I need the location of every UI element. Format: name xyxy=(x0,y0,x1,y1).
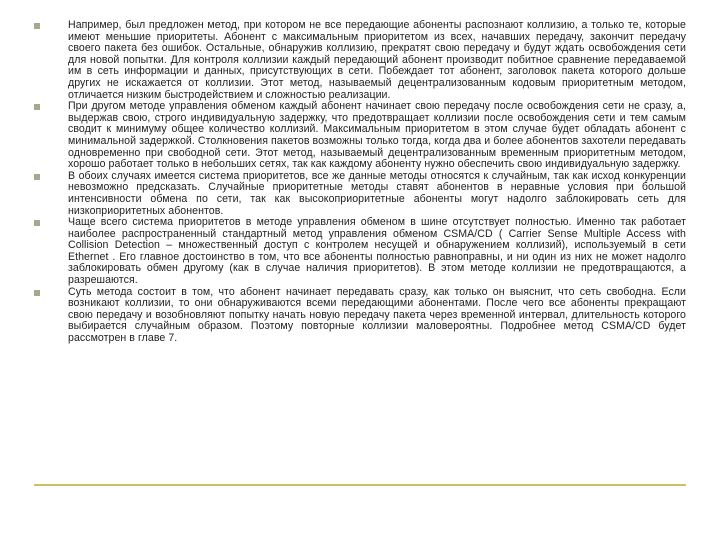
paragraph-text: Например, был предложен метод, при котором не все передающие абоненты распознают коллизию, а только те, которые имеют меньшие приоритеты. Абонент с максимальным приоритетом из всех, начавших передачу, закончит передачу своего пакета без ошибок. Остальные, обнаружив коллизию, прекратят свою передачу и будут ждать освобождения сети для новой попытки. Для контроля коллизии каждый передающий абонент производит побитное сравнение передаваемой им в сеть информации и данных, присутствующих в сети. Побеждает тот абонент, заголовок пакета которого дольше других не искажается от коллизии. Этот метод, называемый децентрализованным кодовым приоритетным методом, отличается низким быстродействием и сложностью реализации. xyxy=(68,19,686,101)
list-item xyxy=(34,20,686,101)
bullet-list xyxy=(34,20,686,345)
square-bullet-icon xyxy=(34,104,40,110)
list-item xyxy=(34,171,686,217)
paragraph-text: В обоих случаях имеется система приоритетов, все же данные методы относятся к случайным, так как исход конкуренции невозможно предсказать. Случайные приоритетные методы ставят абонентов в неравные условия при большой интенсивности обмена по сети, так как высокоприоритетные абоненты могут надолго заблокировать сеть для низкоприоритетных абонентов. xyxy=(68,169,686,217)
paragraph-text: При другом методе управления обменом каждый абонент начинает свою передачу после освобождения сети не сразу, а, выдержав свою, строго индивидуальную задержку, что предотвращает коллизии после освобождения сети и тем самым сводит к минимуму общее количество коллизий. Максимальным приоритетом в этом случае будет обладать абонент с минимальной задержкой. Столкновения пакетов возможны только тогда, когда два и более абонентов захотели передавать одновременно при свободной сети. Этот метод, называемый децентрализованным временным приоритетным методом, хорошо работает только в небольших сетях, так как каждому абоненту нужно обеспечить свою индивидуальную задержку. xyxy=(68,100,686,171)
square-bullet-icon xyxy=(34,290,40,296)
square-bullet-icon xyxy=(34,174,40,180)
paragraph-text: Суть метода состоит в том, что абонент начинает передавать сразу, как только он выяснит, что сеть свободна. Если возникают коллизии, то они обнаруживаются всеми передающими абонентами. После чего все абоненты прекращают свою передачу и возобновляют попытку начать новую передачу пакета через временной интервал, длительность которого выбирается случайным образом. Поэтому повторные коллизии маловероятны. Подробнее метод CSMA/CD будет рассмотрен в главе 7. xyxy=(68,285,686,345)
paragraph-text: Чаще всего система приоритетов в методе управления обменом в шине отсутствует полностью. Именно так работает наиболее распространенный стандартный метод управления обменом CSMA/CD ( Carrier Sense Multiple Access with Collision Detection – множественный доступ с контролем несущей и обнаружением коллизий), используемый в сети Ethernet . Его главное достоинство в том, что все абоненты полностью равноправны, и ни один из них не может надолго заблокировать обмен другому (как в случае наличия приоритетов). В этом методе коллизии не предотвращаются, а разрешаются. xyxy=(68,216,686,287)
list-item xyxy=(34,217,686,287)
square-bullet-icon xyxy=(34,220,40,226)
list-item xyxy=(34,101,686,171)
square-bullet-icon xyxy=(34,23,40,29)
list-item xyxy=(34,287,686,345)
footer-divider xyxy=(34,484,686,486)
